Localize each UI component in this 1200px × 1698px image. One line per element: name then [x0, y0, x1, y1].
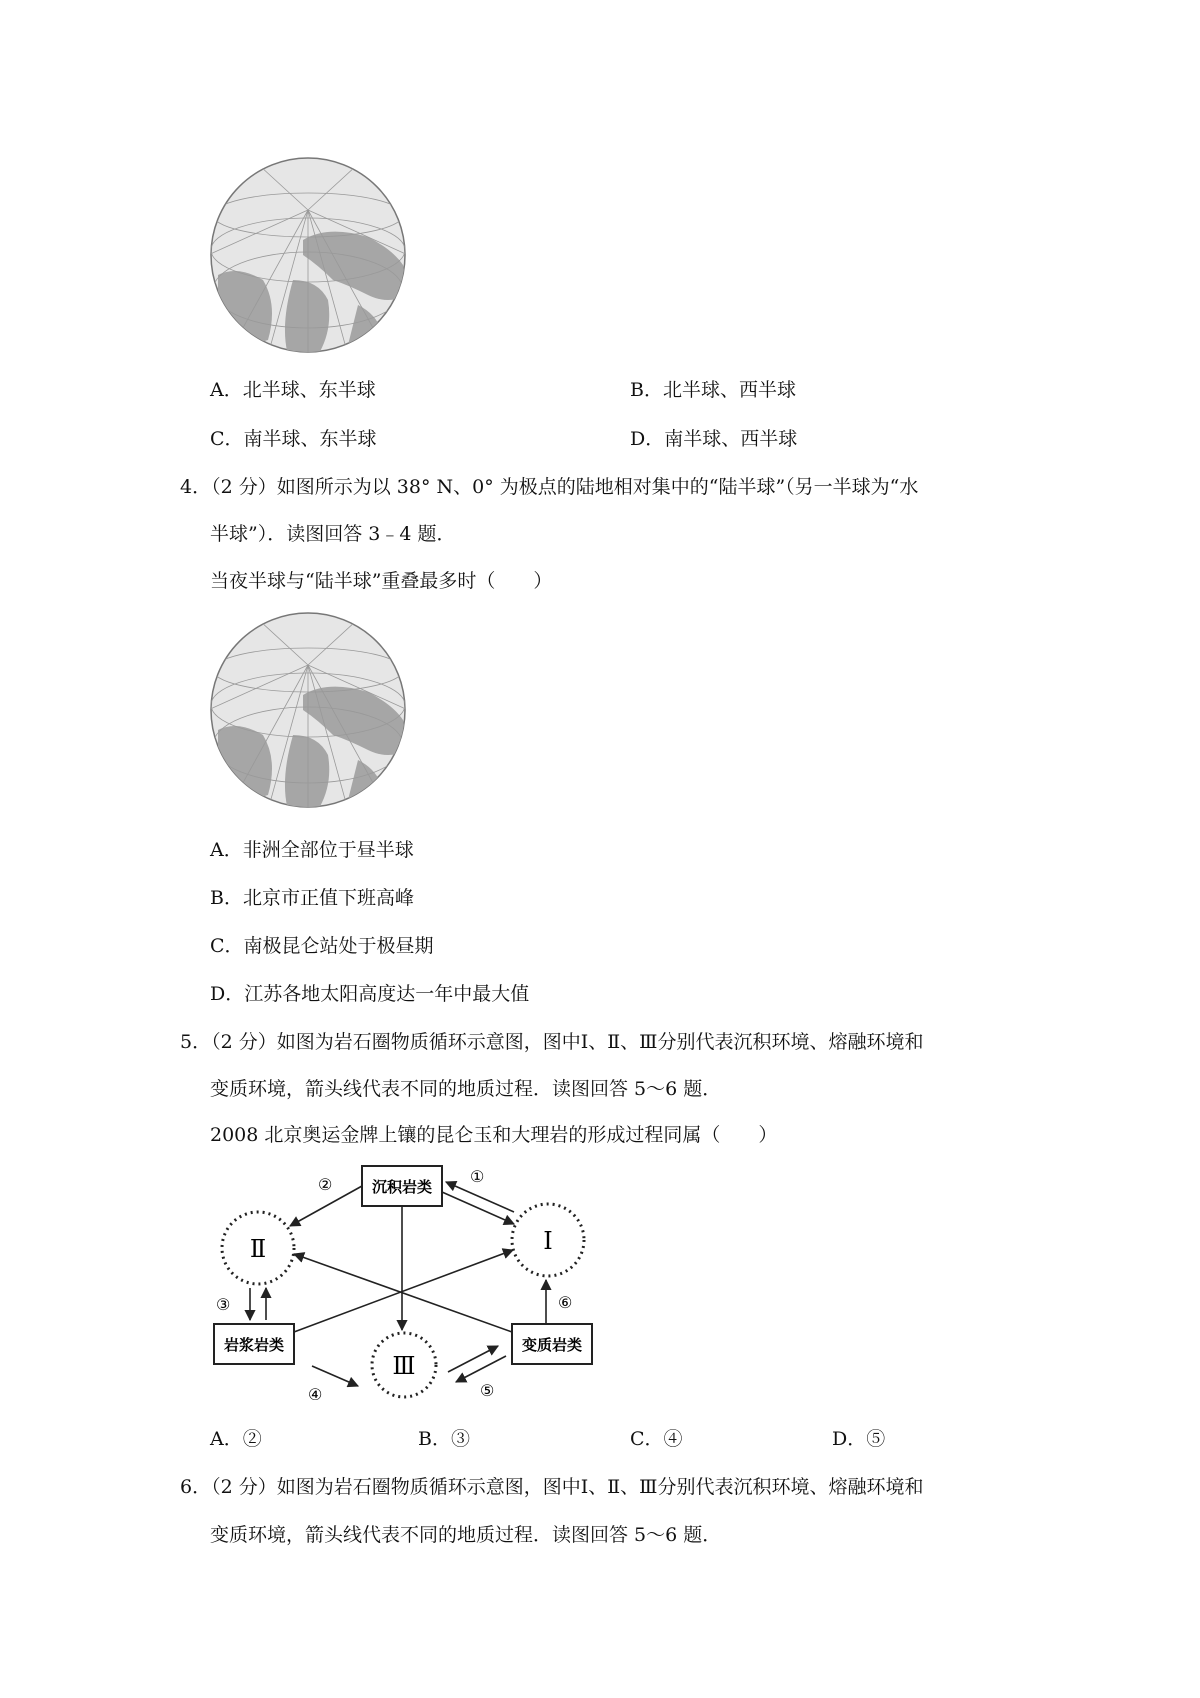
q5-stem-line1: （2 分）如图为岩石圈物质循环示意图，图中Ⅰ、Ⅱ、Ⅲ分别代表沉积环境、熔融环境和: [211, 1031, 924, 1053]
q3-option-b: 北半球、西半球: [662, 379, 796, 401]
q6-number: 6．: [180, 1476, 212, 1498]
circle-II-label: Ⅱ: [249, 1235, 267, 1263]
q3-option-d: 南半球、西半球: [664, 428, 798, 450]
q3-option-b-letter: B．: [630, 379, 663, 401]
box-metamorphic-label: 变质岩类: [521, 1336, 583, 1354]
q4-option-d-letter: D．: [210, 983, 245, 1005]
q4-option-b: 北京市正值下班高峰: [242, 887, 414, 909]
q4-stem-line1: （2 分）如图所示为以 38° N、0° 为极点的陆地相对集中的“陆半球”（另一半球为“水: [211, 476, 919, 498]
arrow-label-5: ⑤: [480, 1381, 495, 1400]
q4-option-a: 非洲全部位于昼半球: [242, 839, 414, 861]
arrow-label-1: ①: [470, 1167, 485, 1186]
q5-option-d: ⑤: [866, 1428, 886, 1450]
q5-number: 5．: [180, 1031, 212, 1053]
box-sedimentary-label: 沉积岩类: [371, 1178, 433, 1196]
q4-option-b-letter: B．: [210, 887, 243, 909]
q4-option-c: 南极昆仑站处于极昼期: [243, 935, 434, 957]
circle-I-label: Ⅰ: [543, 1227, 553, 1255]
q4-stem-line2: 半球”）．读图回答 3﹣4 题．: [210, 523, 456, 545]
arrow-label-6: ⑥: [558, 1293, 573, 1312]
arrow-label-4: ④: [308, 1385, 323, 1400]
q5-option-d-letter: D．: [832, 1428, 867, 1450]
globe-figure-q3: [208, 155, 408, 355]
q5-option-b-letter: B．: [418, 1428, 451, 1450]
q4-option-a-letter: A．: [210, 839, 243, 861]
q3-option-c: 南半球、东半球: [243, 428, 377, 450]
q5-option-a: ②: [242, 1428, 262, 1450]
q4-number: 4．: [180, 476, 212, 498]
arrow-label-3: ③: [216, 1295, 231, 1314]
q4-option-c-letter: C．: [210, 935, 244, 957]
box-igneous-label: 岩浆岩类: [223, 1336, 285, 1354]
q5-stem-line2: 变质环境，箭头线代表不同的地质过程．读图回答 5～6 题．: [210, 1078, 722, 1100]
q4-option-d: 江苏各地太阳高度达一年中最大值: [244, 983, 530, 1005]
q5-option-b: ③: [450, 1428, 470, 1450]
q5-option-a-letter: A．: [210, 1428, 243, 1450]
q5-option-c-letter: C．: [630, 1428, 664, 1450]
q3-option-c-letter: C．: [210, 428, 244, 450]
q3-option-d-letter: D．: [630, 428, 665, 450]
circle-III-label: Ⅲ: [392, 1352, 416, 1380]
q5-question: 2008 北京奥运金牌上镶的昆仑玉和大理岩的形成过程同属（ ）: [210, 1124, 778, 1146]
q5-option-c: ④: [663, 1428, 683, 1450]
arrow-label-2: ②: [318, 1175, 333, 1194]
globe-figure-q4: [208, 610, 408, 810]
q6-stem-line2: 变质环境，箭头线代表不同的地质过程．读图回答 5～6 题．: [210, 1524, 722, 1546]
q6-stem-line1: （2 分）如图为岩石圈物质循环示意图，图中Ⅰ、Ⅱ、Ⅲ分别代表沉积环境、熔融环境和: [211, 1476, 924, 1498]
q3-option-a: 北半球、东半球: [242, 379, 376, 401]
rock-cycle-diagram: [208, 1160, 608, 1400]
q4-question: 当夜半球与“陆半球”重叠最多时（ ）: [210, 570, 553, 592]
q3-option-a-letter: A．: [210, 379, 243, 401]
